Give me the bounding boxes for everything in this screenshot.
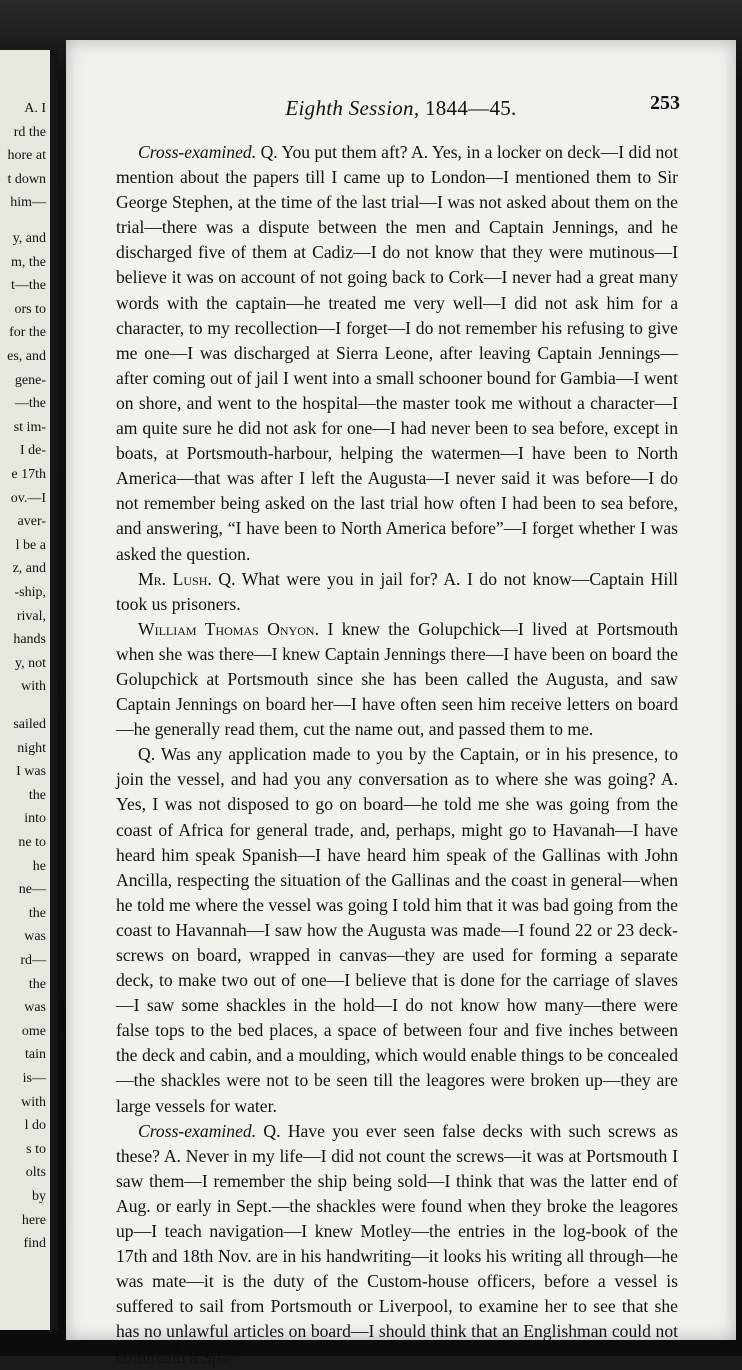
facing-page-fragment: the — [28, 905, 46, 921]
facing-page-fragment: z, and — [12, 561, 46, 577]
facing-page-fragment: by — [32, 1189, 46, 1204]
running-head — [66, 96, 736, 121]
facing-page-fragment: —the — [14, 396, 46, 412]
page-body — [116, 140, 678, 1370]
facing-page-fragment: m, the — [11, 254, 46, 270]
paragraph-mr-lush — [116, 567, 678, 617]
facing-page-fragment: s to — [26, 1141, 46, 1157]
facing-page-fragment: y, and — [12, 231, 46, 246]
facing-page-fragment: -ship, — [14, 585, 46, 600]
facing-page-fragment: night — [17, 740, 46, 756]
facing-page-fragment: st im- — [13, 419, 46, 435]
facing-page-fragment: gene- — [14, 372, 46, 388]
facing-page-fragment: was — [24, 929, 46, 945]
facing-page-fragment: ome — [21, 1023, 46, 1039]
paragraph-label: Mr. Lush. — [138, 568, 212, 589]
facing-page-fragment: olts — [25, 1165, 46, 1181]
running-head-years: 1844—45. — [424, 96, 517, 120]
paragraph-label: Cross-examined. — [138, 1120, 257, 1141]
facing-page-fragment: find — [23, 1236, 46, 1252]
facing-page-fragment: hore at — [7, 148, 46, 164]
facing-page-fragment: l do — [24, 1118, 46, 1134]
paragraph-text: Q. Have you ever seen false decks with such screws as these? A. Never in my life—I did not count the screws—it was at Portsmouth I saw them—I remember the ship being sold—I think that was the latter end of Aug. or early in Sept.—the shackles were found when they broke the leagores up—I teach navigation—I knew Motley—the entries in the log-book of the 17th and 18th Nov. are in his handwriting—it looks his writing all through—he was mate—it is the duty of the Custom-house officers, before a vessel is suffered to sail from Portsmouth or Liverpool, to examine her to see that she has no unlawful articles on board—I should think that an Englishman could not command a Spa- — [116, 1120, 678, 1367]
facing-page-fragment: with — [21, 679, 46, 695]
facing-page-fragment: rd the — [13, 124, 46, 140]
facing-page-fragment: was — [24, 1000, 46, 1016]
facing-page-fragment: he — [32, 858, 46, 874]
facing-page-fragment: es, and — [7, 349, 46, 364]
paragraph-application — [116, 742, 678, 1118]
facing-page-fragment: into — [24, 811, 46, 827]
facing-page-fragment: I de- — [19, 443, 46, 459]
facing-page-fragment: the — [28, 976, 46, 992]
paragraph-text: I knew the Golupchick—I lived at Portsmouth when she was there—I knew Captain Jennings there—I have been on board the Golupchick at Portsmouth since she has been called the Augusta, and saw Captain Jennings on board her—I have often seen him receive letters on board—he generally read them, cut the name out, and passed them to me. — [116, 618, 679, 740]
paragraph-label: William Thomas Onyon. — [138, 618, 319, 639]
facing-page-fragment: t down — [7, 171, 46, 187]
facing-page-fragment: I was — [16, 764, 46, 780]
facing-page-fragment: ne to — [18, 835, 46, 850]
facing-page-fragment: e 17th — [11, 467, 46, 482]
paragraph-onyon — [116, 617, 678, 742]
facing-page-fragment: y, not — [15, 655, 46, 671]
paragraph-label: Cross-examined. — [138, 142, 257, 162]
facing-page-fragment: is— — [22, 1071, 46, 1086]
book-page — [66, 40, 736, 1367]
facing-page-fragment: with — [21, 1094, 46, 1110]
facing-page-fragment: him— — [10, 195, 46, 211]
facing-page-fragment: the — [28, 787, 46, 803]
facing-page-fragment: t—the — [11, 278, 46, 294]
facing-page-fragment: ne— — [18, 882, 46, 898]
facing-page-fragment: rd— — [20, 953, 46, 968]
facing-page-fragment: ov.—I — [10, 490, 46, 506]
facing-page-fragment: A. I — [24, 101, 46, 116]
paragraph-cross-examined-2 — [116, 1119, 678, 1370]
paragraph-text: Q. Was any application made to you by the Captain, or in his presence, to join the vessel, and had you any conversation as to where she was going? A. Yes, I was not disposed to go on board—he told me she was going from the coast of Africa for general trade, and, perhaps, might go to Havanah—I have heard him speak Spanish—I have heard him speak of the Gallinas with John Ancilla, respecting the situation of the Gallinas and the coast in general—when he told me where the vessel was going I told him that it was bad going from the coast to Havannah—I saw how the Augusta was made—I found 22 or 23 deck-screws on board, wrapped in canvas—they are used for forming a separate deck, to make two out of one—I believe that is done for the carriage of slaves—I saw some shackles in the hold—I do not know how many—there were false tops to the bed places, a space of between four and five inches between the deck and cabin, and a moulding, which would enable things to be concealed—the shackles were not to be seen till the leagores were broken up—they are large vessels for water. — [116, 744, 678, 1116]
facing-page-fragment: tain — [25, 1047, 46, 1063]
facing-page-edge — [0, 50, 58, 1330]
paragraph-text: Q. You put them aft? A. Yes, in a locker on deck—I did not mention about the papers till I came up to London—I mentioned them to Sir George Stephen, at the time of the last trial—I was not asked about them on the trial—there was a dispute between the men and Captain Jennings, and he discharged five of them at Cadiz—I do not know that they were mutinous—I believe it was on account of not going back to Cork—I never had a great many words with the captain—he treated me very well—I did not ask him for a character, to my recollection—I forget—I do not remember his refusing to give me one—I was discharged at Sierra Leone, after leaving Captain Jennings—after coming out of jail I went into a small schooner bound for Gambia—I went on shore, and went to the hospital—the master took me without a character—I am quite sure he did not ask for one—I had never been to sea before, except in boats, at Portsmouth-harbour, helping the watermen—I have been to North America—that was after I left the Augusta—I never said it was before—I do not remember being asked on the last trial how often I had been to sea before, and answering, “I have been to North America before”—I forget whether I was asked the question. — [116, 142, 678, 564]
running-head-session: Eighth Session, — [285, 96, 420, 120]
facing-page-fragment: sailed — [13, 717, 46, 732]
facing-page-fragment: rival, — [16, 608, 46, 624]
facing-page-fragment: aver- — [17, 514, 46, 530]
page-number: 253 — [650, 92, 680, 114]
facing-page-fragment: for the — [9, 325, 46, 341]
facing-page-fragment: ors to — [14, 301, 46, 317]
paragraph-cross-examined-1 — [116, 140, 678, 567]
facing-page-fragment: here — [21, 1212, 46, 1228]
paragraph-text: Q. What were you in jail for? A. I do not know—Captain Hill took us prisoners. — [116, 568, 678, 614]
page-header — [66, 92, 736, 126]
facing-page-fragment: hands — [13, 632, 46, 648]
facing-page-fragment: l be a — [15, 537, 46, 553]
